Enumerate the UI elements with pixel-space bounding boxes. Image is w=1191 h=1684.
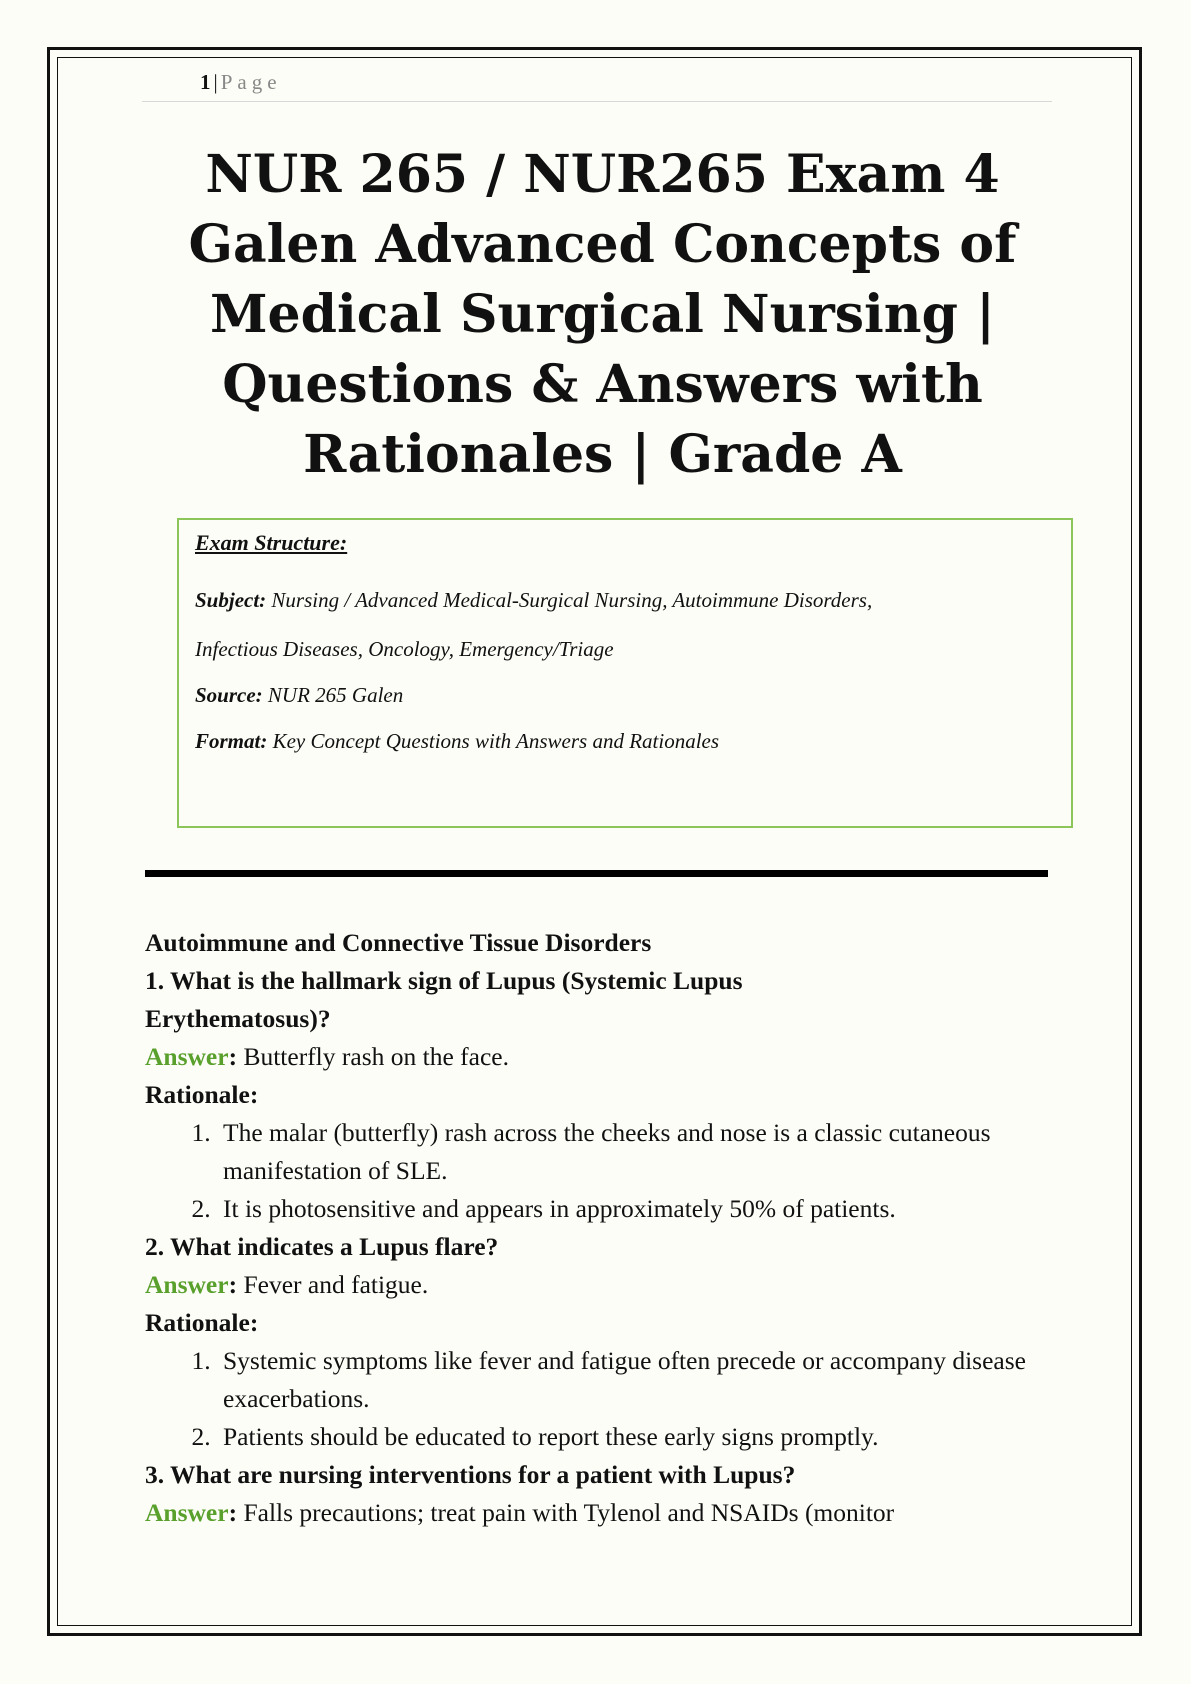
answer-label: Answer <box>145 1042 229 1071</box>
section-title: Autoimmune and Connective Tissue Disorders <box>145 928 652 957</box>
source-value: NUR 265 Galen <box>262 683 404 707</box>
answer-2 <box>145 1266 1065 1304</box>
answer-colon: : <box>228 1498 238 1527</box>
rationale-2-item-2: 2. Patients should be educated to report these early signs promptly. <box>217 1418 1065 1456</box>
answer-2-text: Fever and fatigue. <box>237 1270 429 1299</box>
page-separator: | <box>213 70 218 94</box>
subject-row-continued <box>195 625 1055 674</box>
page-number: 1 <box>200 70 211 94</box>
answer-1 <box>145 1038 1065 1076</box>
rationale-1-list <box>145 1114 1065 1228</box>
format-label: Format: <box>195 729 268 753</box>
answer-1-text: Butterfly rash on the face. <box>237 1042 509 1071</box>
rationale-2-item-1: 1. Systemic symptoms like fever and fatigue often precede or accompany disease exacerbations. <box>217 1342 1065 1418</box>
rationale-1-item-1: 1. The malar (butterfly) rash across the cheeks and nose is a classic cutaneous manifestation of SLE. <box>217 1114 1065 1190</box>
main-content <box>145 924 1065 1532</box>
rationale-1-item-2: 2. It is photosensitive and appears in approximately 50% of patients. <box>217 1190 1065 1228</box>
exam-structure-heading: Exam Structure: <box>195 530 348 555</box>
question-2: 2. What indicates a Lupus flare? <box>145 1232 499 1261</box>
source-label: Source: <box>195 683 263 707</box>
answer-colon: : <box>228 1270 238 1299</box>
question-3: 3. What are nursing interventions for a patient with Lupus? <box>145 1460 796 1489</box>
document-title: NUR 265 / NUR265 Exam 4 Galen Advanced Concepts of Medical Surgical Nursing | Questions & Answers with Rationales | Grade A <box>188 144 1017 485</box>
page-header <box>142 70 1052 102</box>
section-divider <box>145 870 1048 877</box>
question-1-line2: Erythematosus)? <box>145 1004 331 1033</box>
rationale-label: Rationale: <box>145 1080 259 1109</box>
subject-value-line1: Nursing / Advanced Medical-Surgical Nursing, Autoimmune Disorders, <box>266 588 873 612</box>
format-value: Key Concept Questions with Answers and Rationales <box>267 729 720 753</box>
answer-3 <box>145 1494 1065 1532</box>
format-row <box>195 717 1055 766</box>
page-label: Page <box>220 70 282 94</box>
question-1 <box>145 962 1065 1038</box>
answer-label: Answer <box>145 1270 229 1299</box>
source-row <box>195 674 1055 717</box>
answer-colon: : <box>228 1042 238 1071</box>
exam-structure-box <box>177 518 1073 828</box>
question-1-line1: 1. What is the hallmark sign of Lupus (Systemic Lupus <box>145 966 743 995</box>
answer-label: Answer <box>145 1498 229 1527</box>
answer-3-text: Falls precautions; treat pain with Tylenol and NSAIDs (monitor <box>237 1498 895 1527</box>
subject-value-line2: Infectious Diseases, Oncology, Emergency/Triage <box>195 637 614 661</box>
subject-row <box>195 576 1055 625</box>
subject-label: Subject: <box>195 588 267 612</box>
rationale-2-list <box>145 1342 1065 1456</box>
rationale-label: Rationale: <box>145 1308 259 1337</box>
